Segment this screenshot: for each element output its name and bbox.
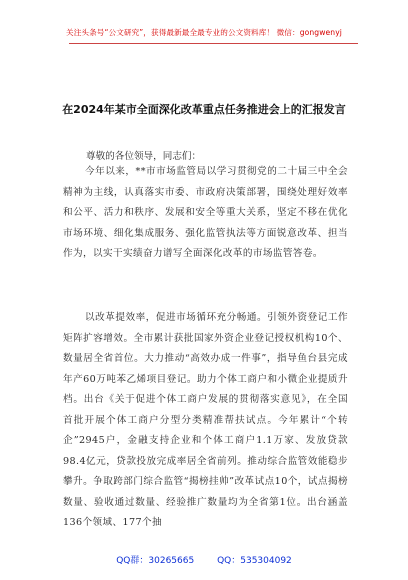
header-divider	[69, 43, 358, 44]
body-paragraph-2: 以改革提效率，促进市场循环充分畅通。引领外资登记工作矩阵扩容增效。全市累计获批国家外资企业登记授权机构10个、数量居全省首位。大力推动“高效办成一件事”，指导鱼台县完成年产60万吨苯乙烯项目登记。助力个体工商户和小微企业提质升档。出台《关于促进个体工商户发展的贯彻落实意见》，在全国首批开展个体工商户分型分类精准帮扶试点。今年累计“个转企”2945户，金融支持企业和个体工商户1.1万家、发放贷款98.4亿元，贷款投放完成率居全省前列。推动综合监管效能稳步攀升。争取跨部门综合监管“揭榜挂帅”改革试点10个，试点揭榜数量、验收通过数量、经验推广数量均为全省第1位。出台涵盖136个领域、177个抽	[63, 312, 348, 528]
salutation: 尊敬的各位领导，同志们：	[86, 151, 202, 162]
body-paragraph-1: 今年以来，**市市场监管局以学习贯彻党的二十届三中全会精神为主线，认真落实市委、市政府决策部署，围绕处理好效率和公平、活力和秩序、发展和安全等重大关系，坚定不移在优化市场环境、细化集成服务、强化监管执法等方面锐意改革、担当作为，以实干实绩奋力谱写全面深化改革的市场监管答卷。	[63, 166, 348, 259]
header-banner: 关注头条号“公文研究”，获得最新最全最专业的公文资料库！ 微信：gongwenyj	[66, 28, 342, 37]
footer-contact	[0, 553, 408, 566]
footer-qq-group: QQ群：30265665	[116, 556, 195, 566]
footer-qq: QQ：535304092	[217, 556, 292, 566]
document-title: 在2024年某市全面深化改革重点任务推进会上的汇报发言	[62, 103, 346, 116]
